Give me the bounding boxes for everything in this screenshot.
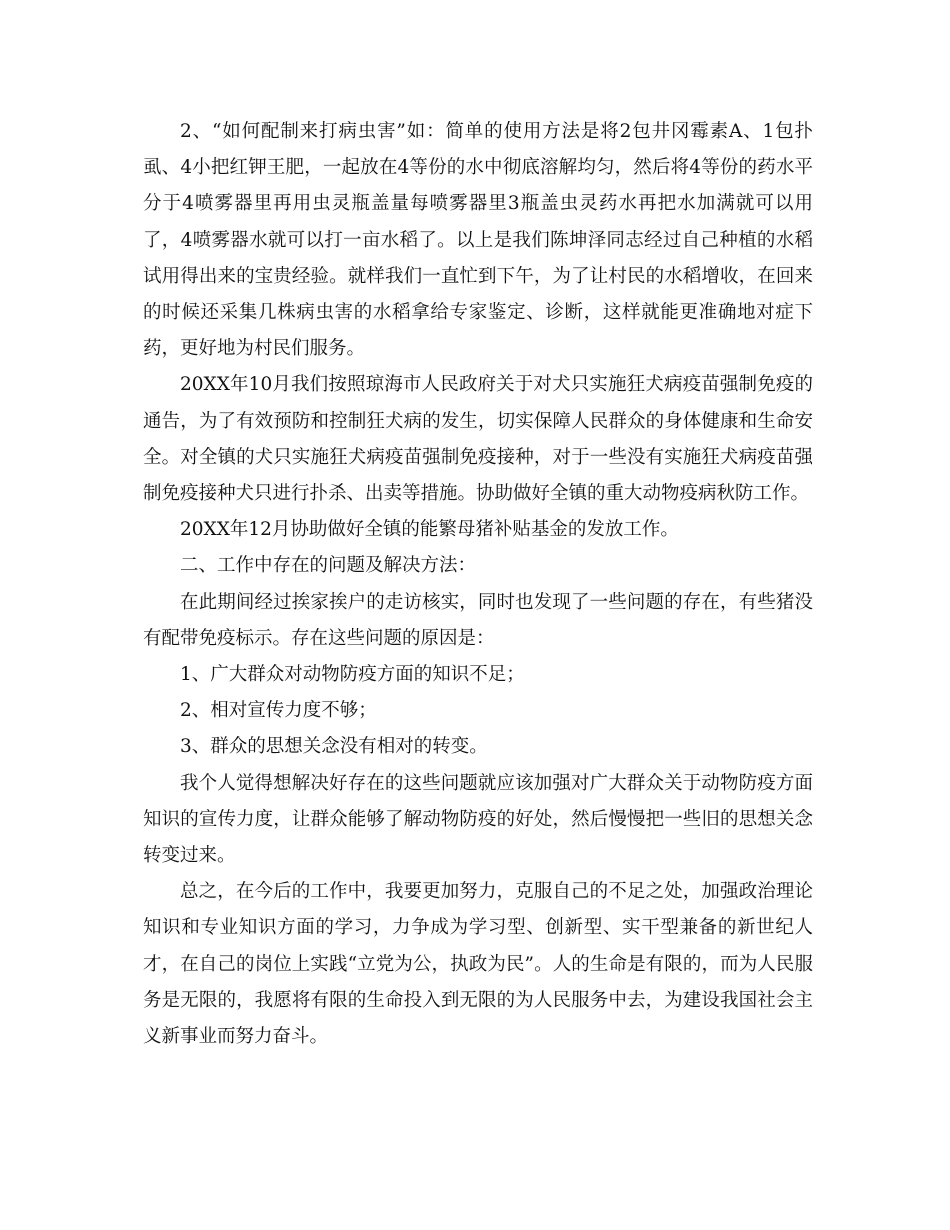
list-item-problem-1: 1、广大群众对动物防疫方面的知识不足； <box>180 664 525 686</box>
section-heading-problems: 二、工作中存在的问题及解决方法： <box>180 555 477 577</box>
paragraph-conclusion: 总之，在今后的工作中，我要更加努力，克服自己的不足之处，加强政治理论知识和专业知识方面的学习，力争成为学习型、创新型、实干型兼备的新世纪人才，在自己的岗位上实践“立党为公，执政为民”。人的生命是有限的，而为人民服务是无限的，我愿将有限的生命投入到无限的为人民服务中去，为建设我国社会主义新事业而努力奋斗。 <box>143 881 813 1048</box>
paragraph-solution: 我个人觉得想解决好存在的这些问题就应该加强对广大群众关于动物防疫方面知识的宣传力度，让群众能够了解动物防疫的好处，然后慢慢把一些旧的思想关念转变过来。 <box>143 772 813 867</box>
list-item-problem-2: 2、相对宣传力度不够； <box>180 700 377 722</box>
list-item-problem-3: 3、群众的思想关念没有相对的转变。 <box>180 736 488 758</box>
paragraph-sow-subsidy: 20XX年12月协助做好全镇的能繁母猪补贴基金的发放工作。 <box>180 519 679 541</box>
paragraph-problems-intro: 在此期间经过挨家挨户的走访核实，同时也发现了一些问题的存在，有些猪没有配带免疫标示。存在这些问题的原因是： <box>143 591 813 649</box>
document-body <box>143 114 813 1055</box>
paragraph-rabies-vaccination: 20XX年10月我们按照琼海市人民政府关于对犬只实施狂犬病疫苗强制免疫的通告，为了有效预防和控制狂犬病的发生，切实保障人民群众的身体健康和生命安全。对全镇的犬只实施狂犬病疫苗强制免疫接种，对于一些没有实施狂犬病疫苗强制免疫接种犬只进行扑杀、出卖等措施。协助做好全镇的重大动物疫病秋防工作。 <box>143 374 813 505</box>
paragraph-pesticide-method: 2、“如何配制来打病虫害”如：简单的使用方法是将2包井冈霉素A、1包扑虱、4小把红钾王肥，一起放在4等份的水中彻底溶解均匀，然后将4等份的药水平分于4喷雾器里再用虫灵瓶盖量每喷雾器里3瓶盖虫灵药水再把水加满就可以用了，4喷雾器水就可以打一亩水稻了。以上是我们陈坤泽同志经过自己种植的水稻试用得出来的宝贵经验。就样我们一直忙到下午，为了让村民的水稻增收，在回来的时候还采集几株病虫害的水稻拿给专家鉴定、诊断，这样就能更准确地对症下药，更好地为村民们服务。 <box>143 121 813 360</box>
